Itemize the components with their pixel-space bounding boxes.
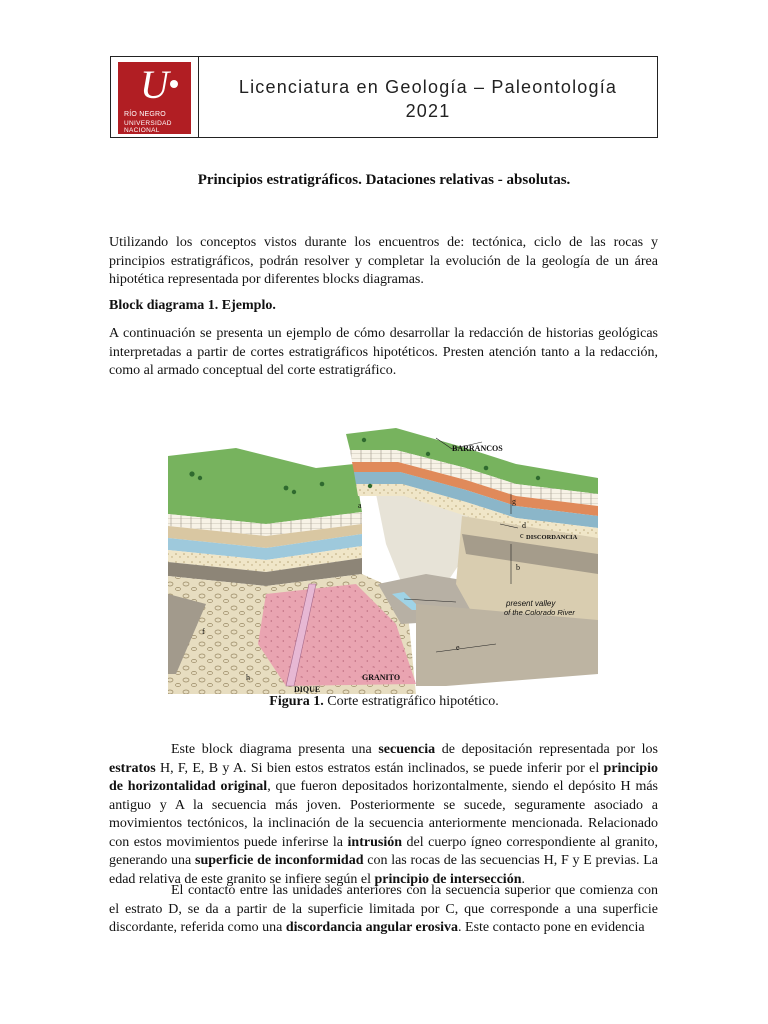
text: con las rocas de las secuencias H, F y E previas. La edad relativa de este granito se infiere según el (109, 853, 658, 887)
label-c: c (520, 531, 524, 540)
text: del cuerpo ígneo correspondiente al granito, generando una (109, 834, 658, 868)
document-title: Principios estratigráficos. Dataciones relativas - absolutas. (197, 172, 571, 188)
logo-dot (170, 80, 178, 88)
term-horizontalidad: principio de horizontalidad original (109, 760, 658, 794)
label-barrancos: BARRANCOS (452, 444, 503, 453)
label-colorado-river: of the Colorado River (504, 608, 575, 617)
body-paragraph-2 (109, 882, 658, 938)
figure-caption (0, 694, 768, 710)
logo-text-universidad (124, 120, 172, 134)
label-present-valley: present valley (506, 599, 556, 608)
label-e: e (456, 643, 460, 652)
label-granito: GRANITO (362, 673, 401, 682)
label-dique: DIQUE (294, 685, 321, 694)
logo-line-nacional: NACIONAL (124, 127, 160, 134)
term-intrusion: intrusión (347, 834, 402, 850)
text: de depositación representada por los (435, 742, 658, 757)
label-b: b (516, 563, 520, 572)
text: . (521, 871, 525, 887)
header-title-year: 2021 (405, 101, 451, 121)
caption-text: Corte estratigráfico hipotético. (323, 694, 499, 709)
term-inconformidad: superficie de inconformidad (195, 853, 364, 868)
block-diagram-svg (166, 424, 602, 694)
logo-text-rio-negro: RÍO NEGRO (124, 111, 166, 118)
label-f: f (202, 627, 205, 636)
label-g: g (512, 497, 516, 506)
label-discordancia: DISCORDANCIA (526, 534, 578, 541)
section-heading: Block diagrama 1. Ejemplo. (109, 298, 276, 313)
label-a: a (358, 501, 362, 510)
text: Este block diagrama presenta una (171, 742, 379, 757)
label-d: d (522, 521, 526, 530)
text: , que fueron depositados horizontalmente, siendo el depósito H más antiguo y A la secuencia más joven. Posteriormente se sucede, seguramente asociado a movimientos tectónicos, la inclinación de la secuencia anteriormente mencionada. Relacionado con estos movimientos puede inferirse la (109, 779, 658, 850)
university-logo (118, 62, 191, 134)
term-estratos: estratos (109, 760, 156, 776)
header-title-line1: Licenciatura en Geología – Paleontología (238, 77, 618, 97)
document-header (110, 56, 658, 138)
example-paragraph: A continuación se presenta un ejemplo de cómo desarrollar la redacción de historias geológicas interpretadas a partir de cortes estratigráficos hipotéticos. Presten atención tanto a la redacción, como al armado conceptual del corte estratigráfico. (109, 326, 658, 378)
term-interseccion: principio de intersección (374, 871, 522, 887)
term-secuencia: secuencia (378, 742, 436, 757)
term-discordancia-angular: discordancia angular erosiva (285, 920, 459, 935)
label-h: h (246, 673, 250, 682)
logo-letter: U (140, 62, 169, 107)
intro-paragraph: Utilizando los conceptos vistos durante los encuentros de: tectónica, ciclo de las rocas y principios estratigráficos, podrán resolver y completar la evolución de la geología de un área hipotética representada por diferentes blocks diagramas. (109, 235, 658, 287)
text: . Este contacto pone en evidencia (458, 920, 645, 935)
body-paragraph-1 (109, 741, 658, 889)
caption-label: Figura 1. (269, 694, 324, 709)
header-title (199, 75, 657, 123)
logo-line-universidad: UNIVERSIDAD (124, 120, 172, 127)
text: El contacto entre las unidades anteriores con la secuencia superior que comienza con el estrato D, se da a partir de la superficie limitada por C, que corresponde a una superficie discordante, referida como una (109, 883, 658, 935)
left-plateau-top (168, 448, 362, 524)
block-diagram-figure (166, 424, 602, 694)
text: H, F, E, B y A. Si bien estos estratos están inclinados, se puede inferir por el (155, 760, 604, 776)
